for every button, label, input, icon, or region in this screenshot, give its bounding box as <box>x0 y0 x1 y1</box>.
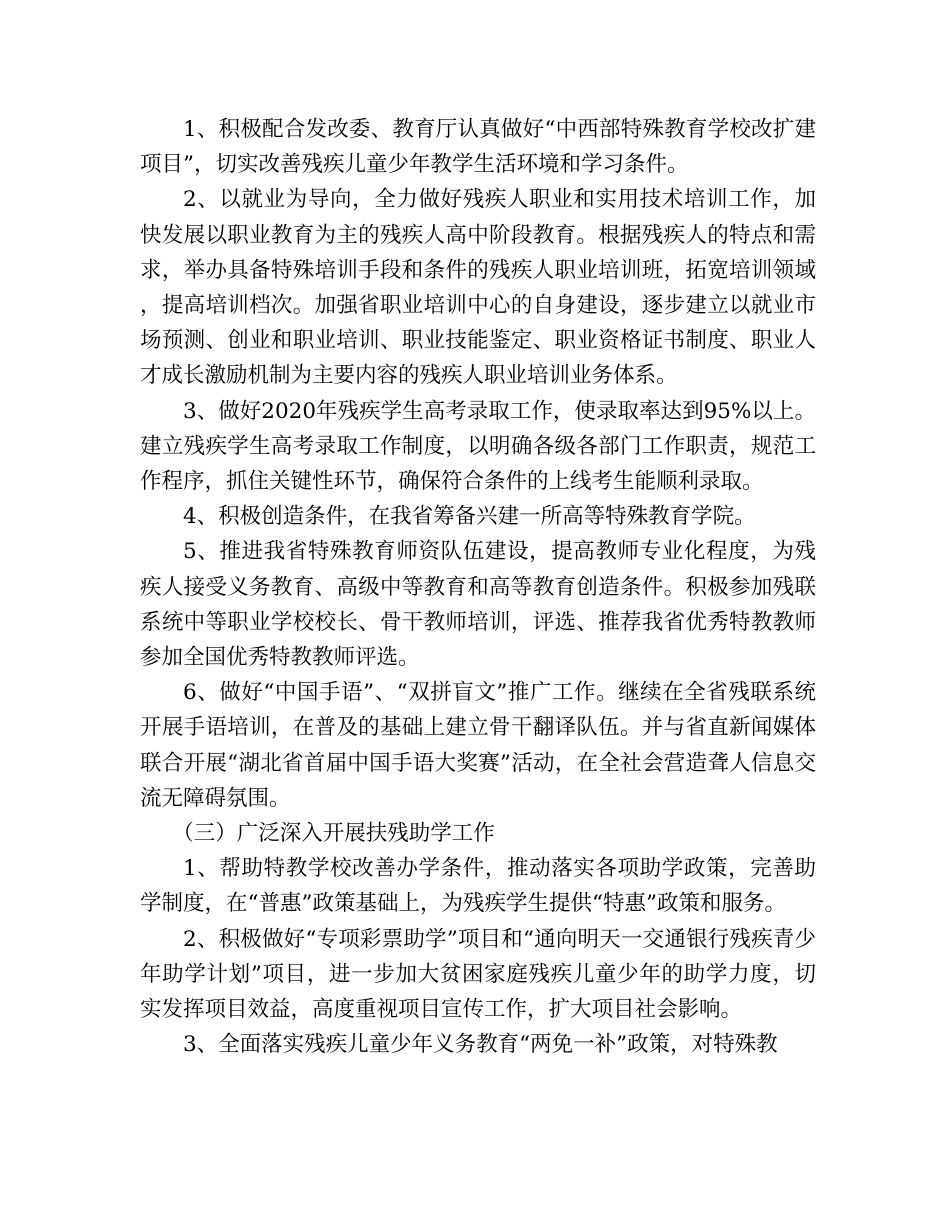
paragraph-4: 4、积极创造条件，在我省筹备兴建一所高等特殊教育学院。 <box>183 504 756 530</box>
paragraph-8: 2、积极做好“专项彩票助学”项目和“通向明天一交通银行残疾青少年助学计划”项目，进一步加大贫困家庭残疾儿童少年的助学力度，切实发挥项目效益，高度重视项目宣传工作，扩大项目社会影响。 <box>140 926 816 1023</box>
paragraph-1: 1、积极配合发改委、教育厅认真做好“中西部特殊教育学校改扩建项目”，切实改善残疾儿童少年教学生活环境和学习条件。 <box>140 117 816 178</box>
document-page <box>140 112 816 1062</box>
paragraph-6: 6、做好“中国手语”、“双拼盲文”推广工作。继续在全省残联系统开展手语培训，在普及的基础上建立骨干翻译队伍。并与省直新闻媒体联合开展“湖北省首届中国手语大奖赛”活动，在全社会营造聋人信息交流无障碍氛围。 <box>140 680 816 811</box>
paragraph-2: 2、以就业为导向，全力做好残疾人职业和实用技术培训工作，加快发展以职业教育为主的残疾人高中阶段教育。根据残疾人的特点和需求，举办具备特殊培训手段和条件的残疾人职业培训班，拓宽培训领域，提高培训档次。加强省职业培训中心的自身建设，逐步建立以就业市场预测、创业和职业培训、职业技能鉴定、职业资格证书制度、职业人才成长激励机制为主要内容的残疾人职业培训业务体系。 <box>140 187 816 389</box>
paragraph-9: 3、全面落实残疾儿童少年义务教育“两免一补”政策，对特殊教 <box>183 1032 778 1058</box>
paragraph-3: 3、做好2020年残疾学生高考录取工作，使录取率达到95%以上。建立残疾学生高考录取工作制度，以明确各级各部门工作职责，规范工作程序，抓住关键性环节，确保符合条件的上线考生能顺利录取。 <box>140 398 816 495</box>
section-heading: （三）广泛深入开展扶残助学工作 <box>172 821 495 847</box>
paragraph-7: 1、帮助特教学校改善办学条件，推动落实各项助学政策，完善助学制度，在“普惠”政策基础上，为残疾学生提供“特惠”政策和服务。 <box>140 856 816 917</box>
paragraph-5: 5、推进我省特殊教育师资队伍建设，提高教师专业化程度，为残疾人接受义务教育、高级中等教育和高等教育创造条件。积极参加残联系统中等职业学校校长、骨干教师培训，评选、推荐我省优秀特教教师参加全国优秀特教教师评选。 <box>140 539 816 671</box>
